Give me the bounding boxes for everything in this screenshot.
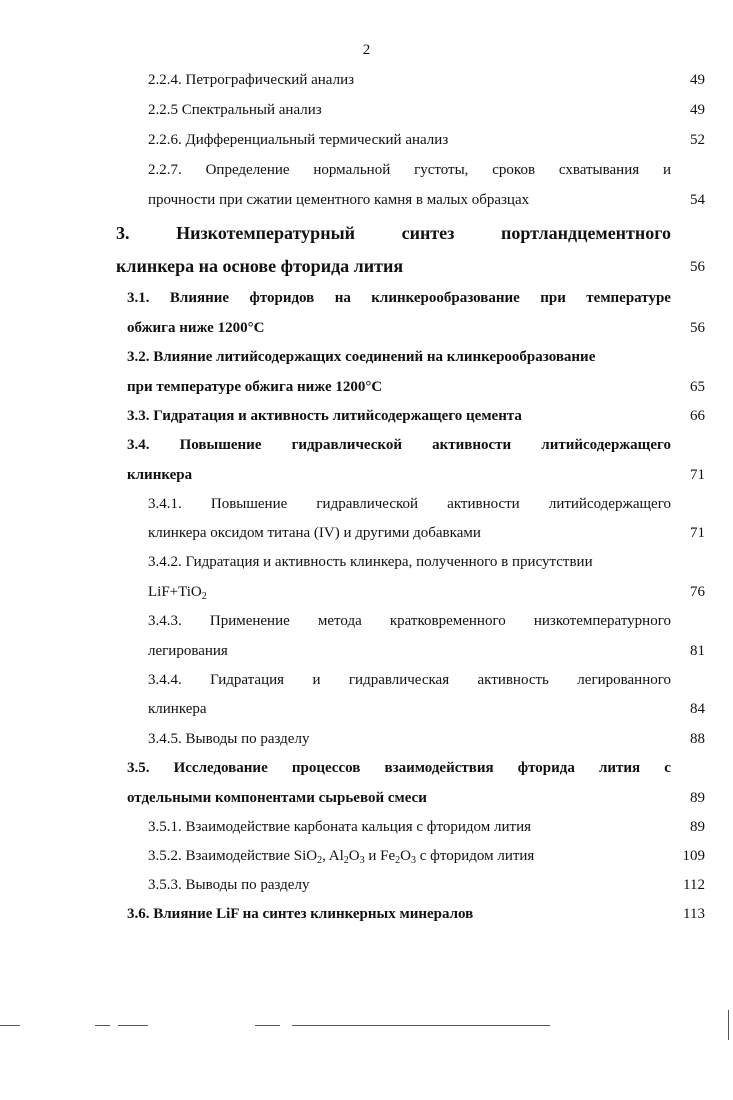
toc-entry-3-3[interactable]: 3.3. Гидратация и активность литийсодержащего цемента [127, 408, 522, 424]
toc-entry-2-2-4[interactable]: 2.2.4. Петрографический анализ [148, 72, 355, 88]
word: гидравлическая [348, 672, 450, 688]
word: легированного [577, 672, 671, 688]
toc-entry-3-4-1-line2[interactable]: клинкера оксидом титана (IV) и другими добавками [148, 525, 481, 541]
toc-entry-3-4-line1[interactable] [127, 435, 671, 455]
text: , Al [322, 848, 344, 864]
toc-entry-2-2-7-line2[interactable]: прочности при сжатии цементного камня в малых образцах [148, 192, 530, 208]
word: активность [477, 672, 549, 688]
word: клинкерообразование [371, 290, 520, 306]
toc-entry-3-1-line2[interactable]: обжига ниже 1200°С [127, 320, 265, 336]
toc-entry-3-2-line1[interactable]: 3.2. Влияние литийсодержащих соединений на клинкерообразование [127, 349, 596, 365]
word: Влияние [169, 290, 230, 306]
word: Низкотемпературный [176, 223, 355, 243]
toc-page-3-4-1: 71 [690, 525, 705, 541]
toc-entry-2-2-5[interactable]: 2.2.5 Спектральный анализ [148, 102, 322, 118]
word: 2.2.7. [148, 162, 182, 178]
word: кратковременного [389, 613, 506, 629]
toc-page-2-2-6: 52 [690, 132, 705, 148]
toc-page-3-6: 113 [683, 906, 705, 922]
scan-artifact-line [255, 1025, 280, 1026]
subscript: 2 [201, 591, 207, 602]
word: литийсодержащего [548, 496, 671, 512]
toc-page-3-4-3: 81 [690, 643, 705, 659]
word: процессов [291, 760, 361, 776]
word: Определение [205, 162, 290, 178]
toc-entry-3-4-5[interactable]: 3.4.5. Выводы по разделу [148, 731, 310, 747]
toc-entry-2-2-6[interactable]: 2.2.6. Дифференциальный термический анализ [148, 132, 449, 148]
word: лития [598, 760, 641, 776]
word: при [540, 290, 566, 306]
scan-artifact-line [728, 1010, 729, 1040]
word: 3. [116, 223, 130, 243]
toc-page-3-5-2: 109 [682, 848, 705, 864]
word: низкотемпературного [533, 613, 671, 629]
word: взаимодействия [384, 760, 494, 776]
word: температуре [586, 290, 671, 306]
word: гидравлической [316, 496, 419, 512]
toc-page-3-4-2: 76 [690, 584, 705, 600]
word: и [662, 162, 671, 178]
toc-entry-3-4-2-line2[interactable] [148, 582, 207, 602]
toc-entry-3-4-1-line1[interactable] [148, 494, 671, 514]
word: 3.4. [127, 437, 150, 453]
word: активности [447, 496, 520, 512]
word: фторида [517, 760, 575, 776]
text: и Fe [364, 848, 396, 864]
toc-page-2-2-4: 49 [690, 72, 705, 88]
toc-page-3-4-4: 84 [690, 701, 705, 717]
word: густоты, [414, 162, 469, 178]
word: и [312, 672, 321, 688]
toc-entry-3-1-line1[interactable] [127, 288, 671, 308]
subscript: 3 [359, 855, 365, 866]
toc-entry-3-5-1[interactable]: 3.5.1. Взаимодействие карбоната кальция с фторидом лития [148, 819, 531, 835]
toc-page-3-1: 56 [690, 320, 705, 336]
word: 3.4.1. [148, 496, 182, 512]
scan-artifact-line [0, 1025, 20, 1026]
toc-page-3-2: 65 [690, 379, 705, 395]
text: O [400, 848, 411, 864]
word: 3.1. [127, 290, 150, 306]
word: портландцементного [500, 223, 671, 243]
toc-page-3-5: 89 [690, 790, 705, 806]
toc-chapter-3-line1[interactable] [116, 221, 671, 245]
word: Гидратация [210, 672, 285, 688]
word: 3.5. [127, 760, 150, 776]
toc-entry-3-2-line2[interactable]: при температуре обжига ниже 1200°С [127, 379, 383, 395]
word: 3.4.3. [148, 613, 182, 629]
word: схватывания [558, 162, 640, 178]
word: активности [432, 437, 512, 453]
word: на [334, 290, 351, 306]
toc-entry-3-6[interactable]: 3.6. Влияние LiF на синтез клинкерных минералов [127, 906, 474, 922]
subscript: 2 [343, 855, 349, 866]
text: с фторидом лития [415, 848, 535, 864]
scan-artifact-line [118, 1025, 148, 1026]
toc-entry-3-4-4-line2[interactable]: клинкера [148, 701, 207, 717]
word: Применение [209, 613, 290, 629]
word: метода [317, 613, 362, 629]
toc-entry-3-4-3-line1[interactable] [148, 611, 671, 631]
toc-page-2-2-5: 49 [690, 102, 705, 118]
word: синтез [401, 223, 455, 243]
word: нормальной [313, 162, 391, 178]
toc-page-3-3: 66 [690, 408, 705, 424]
toc-entry-3-5-3[interactable]: 3.5.3. Выводы по разделу [148, 877, 310, 893]
word: литийсодержащего [541, 437, 671, 453]
toc-page-3-4-5: 88 [690, 731, 705, 747]
formula-text: LiF+TiO [148, 584, 202, 600]
toc-page-3-5-3: 112 [683, 877, 705, 893]
word: гидравлической [291, 437, 402, 453]
subscript: 2 [317, 855, 323, 866]
toc-entry-3-4-4-line1[interactable] [148, 670, 671, 690]
word: Исследование [173, 760, 268, 776]
word: Повышение [210, 496, 288, 512]
page-number: 2 [362, 42, 371, 58]
toc-entry-3-5-2[interactable] [148, 846, 534, 866]
toc-page-3-4: 71 [690, 467, 705, 483]
word: с [664, 760, 671, 776]
toc-entry-3-4-3-line2[interactable]: легирования [148, 643, 228, 659]
toc-chapter-3-line2[interactable]: клинкера на основе фторида лития [116, 256, 404, 276]
toc-entry-3-5-line1[interactable] [127, 758, 671, 778]
toc-page-3-5-1: 89 [690, 819, 705, 835]
text: O [348, 848, 360, 864]
scan-artifact-line [95, 1025, 110, 1026]
subscript: 3 [410, 855, 416, 866]
text: 3.5.2. Взаимодействие SiO [148, 848, 318, 864]
toc-page-2-2-7: 54 [690, 192, 705, 208]
toc-page-3: 56 [690, 259, 705, 275]
toc-entry-2-2-7-line1[interactable] [148, 160, 671, 180]
toc-entry-3-4-line2[interactable]: клинкера [127, 467, 193, 483]
scan-artifact-line [292, 1025, 550, 1026]
word: сроков [492, 162, 536, 178]
word: Повышение [179, 437, 262, 453]
word: фторидов [249, 290, 315, 306]
word: 3.4.4. [148, 672, 182, 688]
toc-entry-3-4-2-line1[interactable]: 3.4.2. Гидратация и активность клинкера, полученного в присутствии [148, 554, 593, 570]
toc-entry-3-5-line2[interactable]: отдельными компонентами сырьевой смеси [127, 790, 427, 806]
subscript: 2 [395, 855, 401, 866]
